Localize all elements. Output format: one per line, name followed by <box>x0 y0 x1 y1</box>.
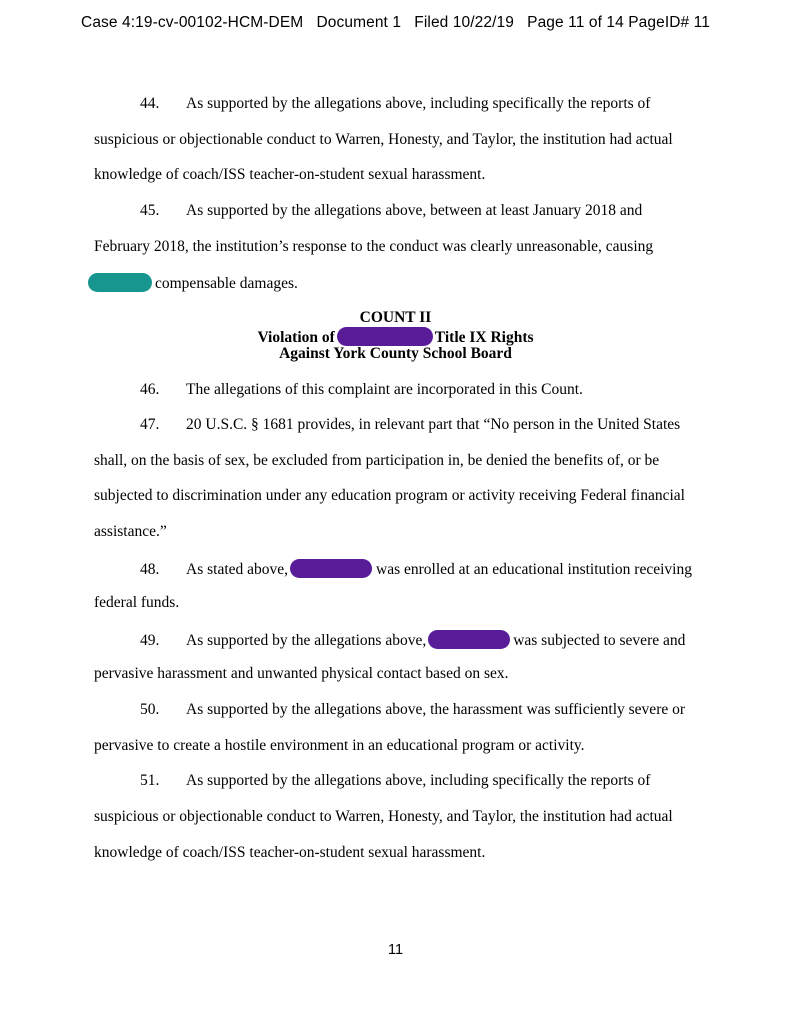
count-subtitle-text: Violation of <box>257 329 335 346</box>
count-title: COUNT II <box>359 309 432 326</box>
paragraph-47-line-3: subjected to discrimination under any education program or activity receiving Federal financial <box>94 487 685 504</box>
paragraph-46-line-1 <box>140 381 583 399</box>
redaction-mark <box>337 327 433 346</box>
paragraph-49-line-2: pervasive harassment and unwanted physical contact based on sex. <box>94 665 509 682</box>
paragraph-50-line-1 <box>140 701 685 719</box>
paragraph-51-line-3: knowledge of coach/ISS teacher-on-student sexual harassment. <box>94 844 486 861</box>
paragraph-51-line-2: suspicious or objectionable conduct to Warren, Honesty, and Taylor, the institution had actual <box>94 808 673 825</box>
paragraph-44-line-3: knowledge of coach/ISS teacher-on-student sexual harassment. <box>94 166 486 183</box>
paragraph-text: compensable damages. <box>155 275 298 292</box>
paragraph-text: As supported by the allegations above, between at least January 2018 and <box>186 202 643 219</box>
paragraph-number: 50. <box>140 701 160 718</box>
paragraph-50-line-2: pervasive to create a hostile environment in an educational program or activity. <box>94 737 585 754</box>
paragraph-47-line-2: shall, on the basis of sex, be excluded from participation in, be denied the benefits of, or be <box>94 452 660 469</box>
paragraph-48-line-1 <box>140 559 692 579</box>
paragraph-text: As supported by the allegations above, including specifically the reports of <box>186 95 651 112</box>
count-subtitle-text: Title IX Rights <box>434 329 534 346</box>
paragraph-number: 47. <box>140 416 160 433</box>
page-number: 11 <box>387 942 404 958</box>
paragraph-text: 20 U.S.C. § 1681 provides, in relevant part that “No person in the United States <box>186 416 681 433</box>
paragraph-number: 46. <box>140 381 160 398</box>
paragraph-45-line-1 <box>140 202 642 220</box>
paragraph-44-line-1 <box>140 95 650 113</box>
redaction-mark <box>88 273 152 292</box>
count-subtitle-line <box>0 327 791 347</box>
paragraph-number: 49. <box>140 632 160 649</box>
paragraph-text: As stated above, <box>186 561 289 578</box>
paragraph-47-line-4: assistance.” <box>94 523 167 540</box>
paragraph-number: 48. <box>140 561 160 578</box>
case-header: Case 4:19-cv-00102-HCM-DEM Document 1 Filed 10/22/19 Page 11 of 14 PageID# 11 <box>81 14 710 31</box>
paragraph-49-line-1 <box>140 630 685 650</box>
paragraph-number: 51. <box>140 772 160 789</box>
paragraph-51-line-1 <box>140 772 650 790</box>
paragraph-text: As supported by the allegations above, <box>186 632 427 649</box>
paragraph-number: 44. <box>140 95 160 112</box>
paragraph-text: As supported by the allegations above, including specifically the reports of <box>186 772 651 789</box>
paragraph-text: The allegations of this complaint are incorporated in this Count. <box>186 381 583 398</box>
paragraph-45-line-2: February 2018, the institution’s response to the conduct was clearly unreasonable, causing <box>94 238 654 255</box>
paragraph-text: was subjected to severe and <box>513 632 686 649</box>
paragraph-44-line-2: suspicious or objectionable conduct to Warren, Honesty, and Taylor, the institution had actual <box>94 131 673 148</box>
paragraph-48-line-2: federal funds. <box>94 594 180 611</box>
redaction-mark <box>428 630 510 649</box>
paragraph-text: was enrolled at an educational institution receiving <box>376 561 692 578</box>
redaction-mark <box>290 559 372 578</box>
paragraph-number: 45. <box>140 202 160 219</box>
paragraph-text: As supported by the allegations above, the harassment was sufficiently severe or <box>186 701 686 718</box>
paragraph-45-line-3 <box>88 273 298 293</box>
paragraph-47-line-1 <box>140 416 680 434</box>
count-defendant-line: Against York County School Board <box>279 345 512 362</box>
